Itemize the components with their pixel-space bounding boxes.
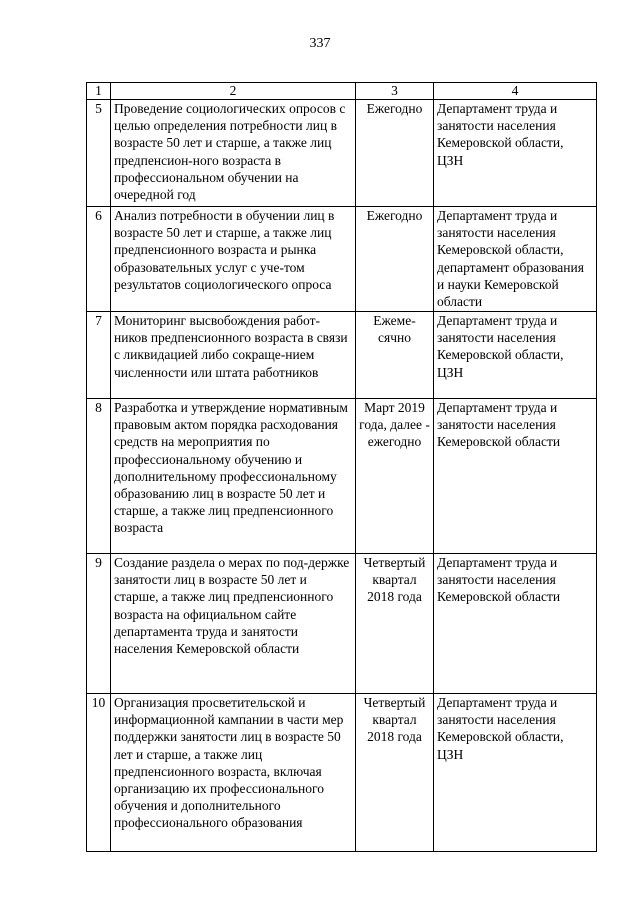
table-row <box>87 100 597 207</box>
header-col-2: 2 <box>111 83 356 100</box>
measures-table <box>86 82 597 852</box>
row-responsible: Департамент труда и занятости населения Кемеровской области, ЦЗН <box>434 100 597 207</box>
row-responsible: Департамент труда и занятости населения Кемеровской области, ЦЗН <box>434 694 597 852</box>
row-action: Мониторинг высвобождения работ-ников предпенсионного возраста в связи с ликвидацией либо сокраще-нием численности или штата работников <box>111 312 356 399</box>
table-row <box>87 399 597 554</box>
row-action: Проведение социологических опросов с целью определения потребности лиц в возрасте 50 лет и старше, а также лиц предпенсион-ного возраста в профессиональном обучении на очередной год <box>111 100 356 207</box>
header-col-4: 4 <box>434 83 597 100</box>
header-col-3: 3 <box>356 83 434 100</box>
row-responsible: Департамент труда и занятости населения Кемеровской области, ЦЗН <box>434 312 597 399</box>
row-action: Анализ потребности в обучении лиц в возрасте 50 лет и старше, а также лиц предпенсионного возраста и рынка образовательных услуг с уче-том результатов социологического опроса <box>111 207 356 312</box>
header-col-1: 1 <box>87 83 111 100</box>
row-responsible: Департамент труда и занятости населения Кемеровской области <box>434 554 597 694</box>
row-number: 10 <box>87 694 111 852</box>
row-number: 6 <box>87 207 111 312</box>
row-period: Ежегодно <box>356 100 434 207</box>
row-period: Четвертый квартал 2018 года <box>356 694 434 852</box>
table-row <box>87 312 597 399</box>
row-action: Разработка и утверждение нормативным правовым актом порядка расходования средств на мероприятия по профессиональному обучению и дополнительному профессиональному образованию лиц в возрасте 50 лет и старше, а также лиц предпенсионного возраста <box>111 399 356 554</box>
table-row <box>87 554 597 694</box>
table-header-row <box>87 83 597 100</box>
row-action: Создание раздела о мерах по под-держке занятости лиц в возрасте 50 лет и старше, а также лиц предпенсионного возраста на официальном сайте департамента труда и занятости населения Кемеровской области <box>111 554 356 694</box>
row-number: 8 <box>87 399 111 554</box>
row-number: 7 <box>87 312 111 399</box>
row-period: Ежеме-сячно <box>356 312 434 399</box>
row-number: 9 <box>87 554 111 694</box>
row-action: Организация просветительской и информационной кампании в части мер поддержки занятости лиц в возрасте 50 лет и старше, а также лиц предпенсионного возраста, включая организацию их профессионального обучения и дополнительного профессионального образования <box>111 694 356 852</box>
row-period: Ежегодно <box>356 207 434 312</box>
row-period: Четвертый квартал 2018 года <box>356 554 434 694</box>
page-number: 337 <box>309 36 331 51</box>
row-period: Март 2019 года, далее - ежегодно <box>356 399 434 554</box>
row-responsible: Департамент труда и занятости населения Кемеровской области, департамент образования и науки Кемеровской области <box>434 207 597 312</box>
table-row <box>87 694 597 852</box>
row-responsible: Департамент труда и занятости населения Кемеровской области <box>434 399 597 554</box>
row-number: 5 <box>87 100 111 207</box>
table-row <box>87 207 597 312</box>
